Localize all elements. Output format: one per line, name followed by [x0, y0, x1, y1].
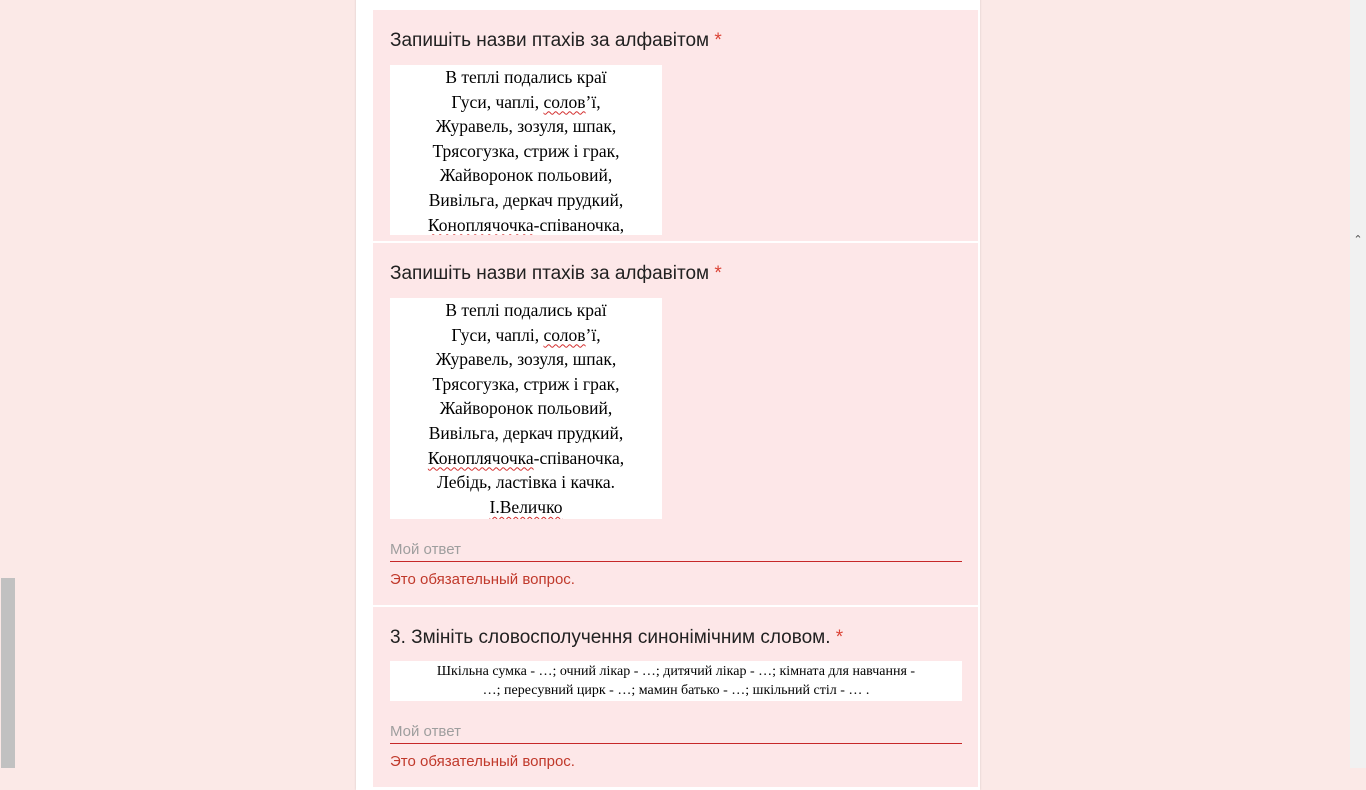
question-title: 3. Змініть словосполучення синонімічним словом. * — [390, 627, 844, 648]
poem-line — [390, 188, 662, 213]
poem-text: ’ї, — [585, 91, 601, 112]
required-asterisk: * — [714, 263, 722, 284]
question-card-3 — [373, 605, 978, 787]
spellcheck-word: Коноплячочка — [427, 214, 534, 235]
poem-line — [390, 470, 662, 495]
poem-line — [390, 65, 662, 90]
poem-line — [390, 298, 662, 323]
poem-text: Журавель, зозуля, шпак, — [435, 349, 617, 370]
poem-line — [390, 163, 662, 188]
poem-text: Вивільга, деркач прудкий, — [428, 189, 624, 210]
spellcheck-word: Коноплячочка — [427, 447, 534, 468]
poem-text: Вивільга, деркач прудкий, — [428, 422, 624, 443]
poem-text: -співаночка, — [533, 214, 625, 235]
poem-text: Жайворонок польовий, — [439, 398, 613, 419]
question-card-1 — [373, 8, 978, 243]
poem-line — [390, 372, 662, 397]
question-image — [390, 298, 662, 519]
poem-text: В теплі подались краї — [445, 67, 607, 87]
poem-line — [390, 347, 662, 372]
poem-line — [390, 323, 662, 348]
poem-text: Журавель, зозуля, шпак, — [435, 116, 617, 137]
question-image — [390, 661, 962, 701]
question-text-line: Шкільна сумка - …; очний лікар - …; дитячий лікар - …; кімната для навчання - — [436, 664, 916, 679]
poem-text: -співаночка, — [533, 447, 625, 468]
poem-line — [390, 446, 662, 471]
required-error: Это обязательный вопрос. — [390, 571, 575, 588]
question-card-2 — [373, 241, 978, 607]
scrollbar-thumb[interactable] — [1, 578, 15, 768]
required-asterisk: * — [714, 30, 722, 51]
required-asterisk: * — [835, 627, 844, 648]
poem-text: Трясогузка, стриж і грак, — [432, 140, 620, 161]
spellcheck-word: солов — [543, 91, 586, 112]
vertical-scrollbar[interactable] — [1350, 0, 1366, 768]
required-error: Это обязательный вопрос. — [390, 753, 575, 770]
question-title: Запишіть назви птахів за алфавітом * — [390, 263, 722, 284]
question-title: Запишіть назви птахів за алфавітом * — [390, 30, 722, 51]
answer-input[interactable] — [390, 719, 962, 744]
poem-line — [390, 421, 662, 446]
spellcheck-word: І.Величко — [489, 496, 563, 517]
question-image — [390, 65, 662, 235]
poem-line — [390, 213, 662, 235]
poem-text: ’ї, — [585, 324, 601, 345]
question-text-line: …; пересувний цирк - …; мамин батько - …; шкільний стіл - … . — [482, 683, 870, 698]
poem-line — [390, 90, 662, 115]
poem-text: Лебідь, ластівка і качка. — [436, 472, 616, 493]
poem-line — [390, 396, 662, 421]
poem-line — [390, 114, 662, 139]
poem-text: Гуси, чаплі, — [451, 324, 544, 345]
poem-line — [390, 495, 662, 519]
spellcheck-word: солов — [543, 324, 586, 345]
chevron-up-icon[interactable]: ⌃ — [1353, 234, 1363, 246]
poem-text: Трясогузка, стриж і грак, — [432, 373, 620, 394]
answer-input[interactable] — [390, 537, 962, 562]
poem-text: В теплі подались краї — [445, 300, 607, 320]
poem-text: Гуси, чаплі, — [451, 91, 544, 112]
poem-text: Жайворонок польовий, — [439, 165, 613, 186]
poem-line — [390, 139, 662, 164]
